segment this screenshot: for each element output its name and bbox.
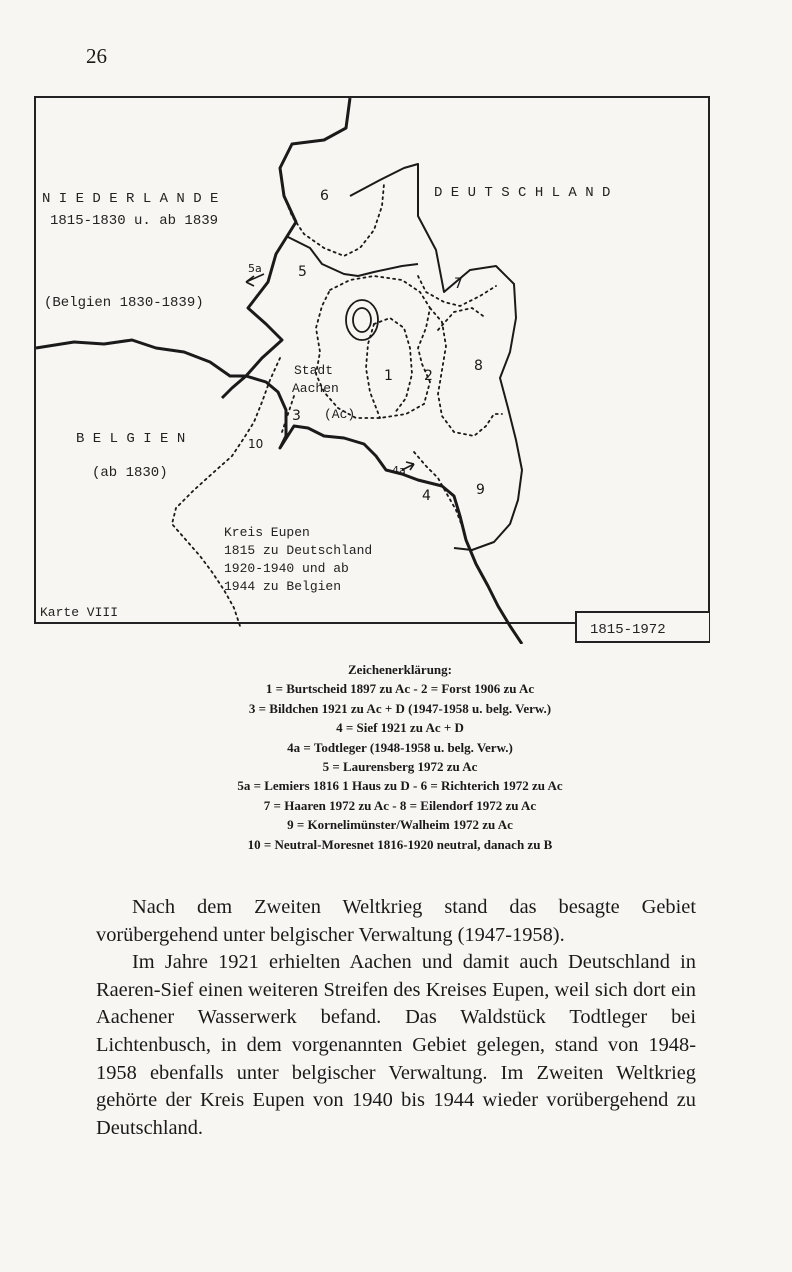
- label-niederlande: N I E D E R L A N D E: [42, 191, 219, 207]
- legend-line: 7 = Haaren 1972 zu Ac - 8 = Eilendorf 1972 zu Ac: [263, 797, 537, 813]
- legend-line: 10 = Neutral-Moresnet 1816-1920 neutral, danach zu B: [247, 836, 553, 852]
- period-box-label: 1815-1972: [590, 622, 666, 638]
- area-number-9: 9: [476, 482, 485, 498]
- label-belgien: B E L G I E N: [76, 431, 186, 447]
- city-center-ring-inner: [353, 308, 371, 332]
- area-number-8: 8: [474, 358, 483, 374]
- border-be-de: [246, 376, 522, 644]
- legend-line: 9 = Kornelimünster/Walheim 1972 zu Ac: [287, 817, 513, 833]
- body-text: [96, 894, 696, 1142]
- area-number-7: 7: [454, 276, 463, 292]
- arrow-5a: [246, 274, 264, 286]
- label-city-line1: Stadt: [294, 363, 334, 378]
- legend-line: 5a = Lemiers 1816 1 Haus zu D - 6 = Richterich 1972 zu Ac: [237, 778, 563, 794]
- area-number-4: 4: [422, 488, 431, 504]
- boundary-6: [284, 184, 384, 256]
- area-number-6: 6: [320, 188, 329, 204]
- label-kreis-eupen-1: Kreis Eupen: [224, 525, 310, 540]
- area-number-2: 2: [424, 368, 433, 384]
- body-paragraph-2: Im Jahre 1921 erhielten Aachen und damit auch Deutschland in Raeren-Sief einen weiteren Streifen des Kreises Eupen, weil sich dort ein Aachener Wasserwerk befand. Das Waldstück Todtleger bei Lichtenbusch, in dem vorgenannten Gebiet gelegen, stand von 1948-1958 ebenfalls unter belgischer Verwaltung. Im Zweiten Weltkrieg gehörte der Kreis Eupen von 1940 bis 1944 wieder vorübergehend zu Deutschland.: [96, 951, 696, 1139]
- legend-line: 3 = Bildchen 1921 zu Ac + D (1947-1958 u. belg. Verw.): [248, 700, 552, 716]
- label-kreis-eupen-3: 1920-1940 und ab: [224, 561, 349, 576]
- body-paragraph-1: Nach dem Zweiten Weltkrieg stand das besagte Gebiet vorübergehend unter belgischer Verwaltung (1947-1958).: [96, 896, 696, 946]
- city-inner-1: [374, 318, 412, 414]
- area-number-3: 3: [292, 408, 301, 424]
- border-nl-be: [36, 340, 246, 376]
- label-belgien-since: (ab 1830): [92, 465, 168, 481]
- label-city-abbrev: (Ac): [324, 407, 356, 422]
- border-nl-de: [222, 98, 350, 398]
- legend-line: 1 = Burtscheid 1897 zu Ac - 2 = Forst 1906 zu Ac: [265, 681, 535, 697]
- legend-title: Zeichenerklärung:: [348, 662, 452, 677]
- legend-line: 4 = Sief 1921 zu Ac + D: [336, 720, 464, 736]
- boundary-8: [438, 308, 486, 330]
- legend-line: 5 = Laurensberg 1972 zu Ac: [322, 759, 478, 775]
- area-number-10: 10: [248, 437, 264, 451]
- area-number-5a: 5a: [248, 262, 262, 275]
- label-kreis-eupen-4: 1944 zu Belgien: [224, 579, 342, 594]
- city-outer: [316, 276, 430, 418]
- label-belgien-period-short: (Belgien 1830-1839): [44, 295, 204, 311]
- map-label: Karte VIII: [40, 605, 119, 620]
- label-deutschland: D E U T S C H L A N D: [434, 185, 611, 201]
- label-city-line2: Aachen: [292, 381, 339, 396]
- label-kreis-eupen-2: 1815 zu Deutschland: [224, 543, 373, 558]
- area-number-4a: 4a: [392, 464, 406, 477]
- historical-border-map: [34, 96, 710, 644]
- area-number-5: 5: [298, 264, 307, 280]
- page-number: 26: [86, 44, 107, 68]
- legend-line: 4a = Todtleger (1948-1958 u. belg. Verw.): [287, 739, 513, 755]
- map-legend: [120, 660, 680, 854]
- area-number-1: 1: [384, 368, 393, 384]
- boundary-2-8: [430, 308, 502, 436]
- city-center-ring-outer: [346, 300, 378, 340]
- label-niederlande-period: 1815-1830 u. ab 1839: [50, 213, 219, 229]
